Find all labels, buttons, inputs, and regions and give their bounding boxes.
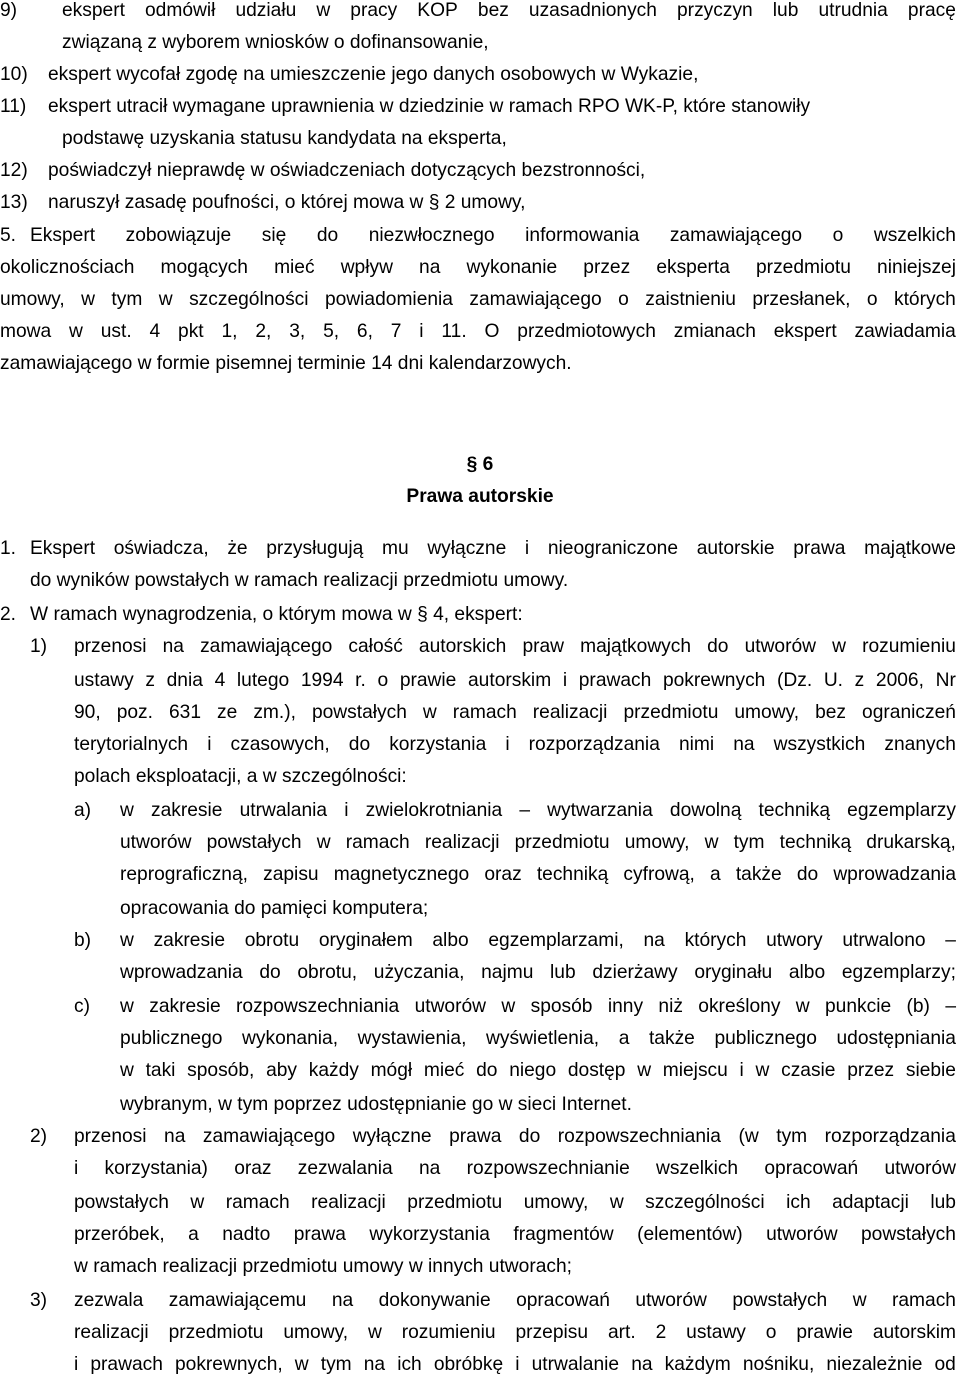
text-line: w zakresie obrotu oryginałem albo egzemplarzami, na których utwory utrwalono – xyxy=(120,930,956,951)
text-line: przeróbek, a nadto prawa wykorzystania fragmentów (elementów) utworów powstałych xyxy=(74,1224,956,1245)
text-line: podstawę uzyskania statusu kandydata na eksperta, xyxy=(62,128,507,149)
text-line: w taki sposób, aby każdy mógł mieć do niego dostęp w miejscu i w czasie przez siebie xyxy=(120,1060,956,1081)
text-line: ustawy z dnia 4 lutego 1994 r. o prawie autorskim i prawach pokrewnych (Dz. U. z 2006, Nr xyxy=(74,670,956,691)
text-line: okolicznościach mogących mieć wpływ na wykonanie przez eksperta przedmiotu niniejszej xyxy=(0,257,956,278)
list-marker: 11) xyxy=(0,96,27,117)
list-marker: 2. xyxy=(0,604,17,625)
text-line: wybranym, w tym poprzez udostępnianie go w sieci Internet. xyxy=(120,1094,632,1115)
text-line: naruszył zasadę poufności, o której mowa w § 2 umowy, xyxy=(48,192,526,213)
list-marker: 9) xyxy=(0,0,18,21)
text-line: realizacji przedmiotu umowy, w rozumieniu przepisu art. 2 ustawy o prawie autorskim xyxy=(74,1322,956,1343)
list-marker: c) xyxy=(74,996,90,1017)
text-line: publicznego wykonania, wystawienia, wyświetlenia, a także publicznego udostępniania xyxy=(120,1028,956,1049)
text-line: związaną z wyborem wniosków o dofinansowanie, xyxy=(62,32,489,53)
text-line: wprowadzania do obrotu, użyczania, najmu lub dzierżawy oryginału albo egzemplarzy; xyxy=(120,962,956,983)
section-number: § 6 xyxy=(466,454,494,475)
list-marker: 10) xyxy=(0,64,28,85)
list-marker: 1. xyxy=(0,538,17,559)
text-line: zezwala zamawiającemu na dokonywanie opracowań utworów powstałych w ramach xyxy=(74,1290,956,1311)
list-marker: 3) xyxy=(30,1290,48,1311)
list-marker: 13) xyxy=(0,192,28,213)
section-title: Prawa autorskie xyxy=(406,486,554,507)
text-line: przenosi na zamawiającego wyłączne prawa do rozpowszechniania (w tym rozporządzania xyxy=(74,1126,956,1147)
text-line: opracowania do pamięci komputera; xyxy=(120,898,429,919)
text-line: ekspert utracił wymagane uprawnienia w dziedzinie w ramach RPO WK-P, które stanowiły xyxy=(48,96,811,117)
text-line: 90, poz. 631 ze zm.), powstałych w ramach realizacji przedmiotu umowy, bez ograniczeń xyxy=(74,702,956,723)
text-line: powstałych w ramach realizacji przedmiotu umowy, w szczególności ich adaptacji lub xyxy=(74,1192,956,1213)
text-line: ekspert odmówił udziału w pracy KOP bez uzasadnionych przyczyn lub utrudnia pracę xyxy=(62,0,956,21)
text-line: ekspert wycofał zgodę na umieszczenie jego danych osobowych w Wykazie, xyxy=(48,64,699,85)
text-line: reprograficzną, zapisu magnetycznego oraz techniką cyfrową, a także do wprowadzania xyxy=(120,864,956,885)
text-line: do wyników powstałych w ramach realizacji przedmiotu umowy. xyxy=(30,570,569,591)
text-line: i prawach pokrewnych, w tym na ich obróbkę i utrwalanie na każdym nośniku, niezależnie od xyxy=(74,1354,956,1375)
list-marker: 12) xyxy=(0,160,28,181)
list-marker: 2) xyxy=(30,1126,48,1147)
text-line: W ramach wynagrodzenia, o którym mowa w § 4, ekspert: xyxy=(30,604,523,625)
list-marker: a) xyxy=(74,800,92,821)
text-line: poświadczył nieprawdę w oświadczeniach dotyczących bezstronności, xyxy=(48,160,646,181)
text-line: i korzystania) oraz zezwalania na rozpowszechnianie wszelkich opracowań utworów xyxy=(74,1158,956,1179)
text-line: mowa w ust. 4 pkt 1, 2, 3, 5, 6, 7 i 11. O przedmiotowych zmianach ekspert zawiadamia xyxy=(0,321,956,342)
text-line: Ekspert oświadcza, że przysługują mu wyłączne i nieograniczone autorskie prawa majątkowe xyxy=(30,538,956,559)
text-line: przenosi na zamawiającego całość autorskich praw majątkowych do utworów w rozumieniu xyxy=(74,636,956,657)
list-marker: 1) xyxy=(30,636,48,657)
text-line: zamawiającego w formie pisemnej terminie 14 dni kalendarzowych. xyxy=(0,353,572,374)
text-line: w zakresie rozpowszechniania utworów w sposób inny niż określony w punkcie (b) – xyxy=(120,996,956,1017)
list-marker: b) xyxy=(74,930,92,951)
text-line: Ekspert zobowiązuje się do niezwłocznego informowania zamawiającego o wszelkich xyxy=(30,225,956,246)
text-line: umowy, w tym w szczególności powiadomienia zamawiającego o zaistnieniu przesłanek, o których xyxy=(0,289,956,310)
text-line: w ramach realizacji przedmiotu umowy w innych utworach; xyxy=(74,1256,572,1277)
text-line: utworów powstałych w ramach realizacji przedmiotu umowy, w tym techniką drukarską, xyxy=(120,832,956,853)
text-line: w zakresie utrwalania i zwielokrotniania – wytwarzania dowolną techniką egzemplarzy xyxy=(120,800,956,821)
text-line: terytorialnych i czasowych, do korzystania i rozporządzania nimi na wszystkich znanych xyxy=(74,734,956,755)
list-marker: 5. xyxy=(0,225,17,246)
text-line: polach eksploatacji, a w szczególności: xyxy=(74,766,407,787)
